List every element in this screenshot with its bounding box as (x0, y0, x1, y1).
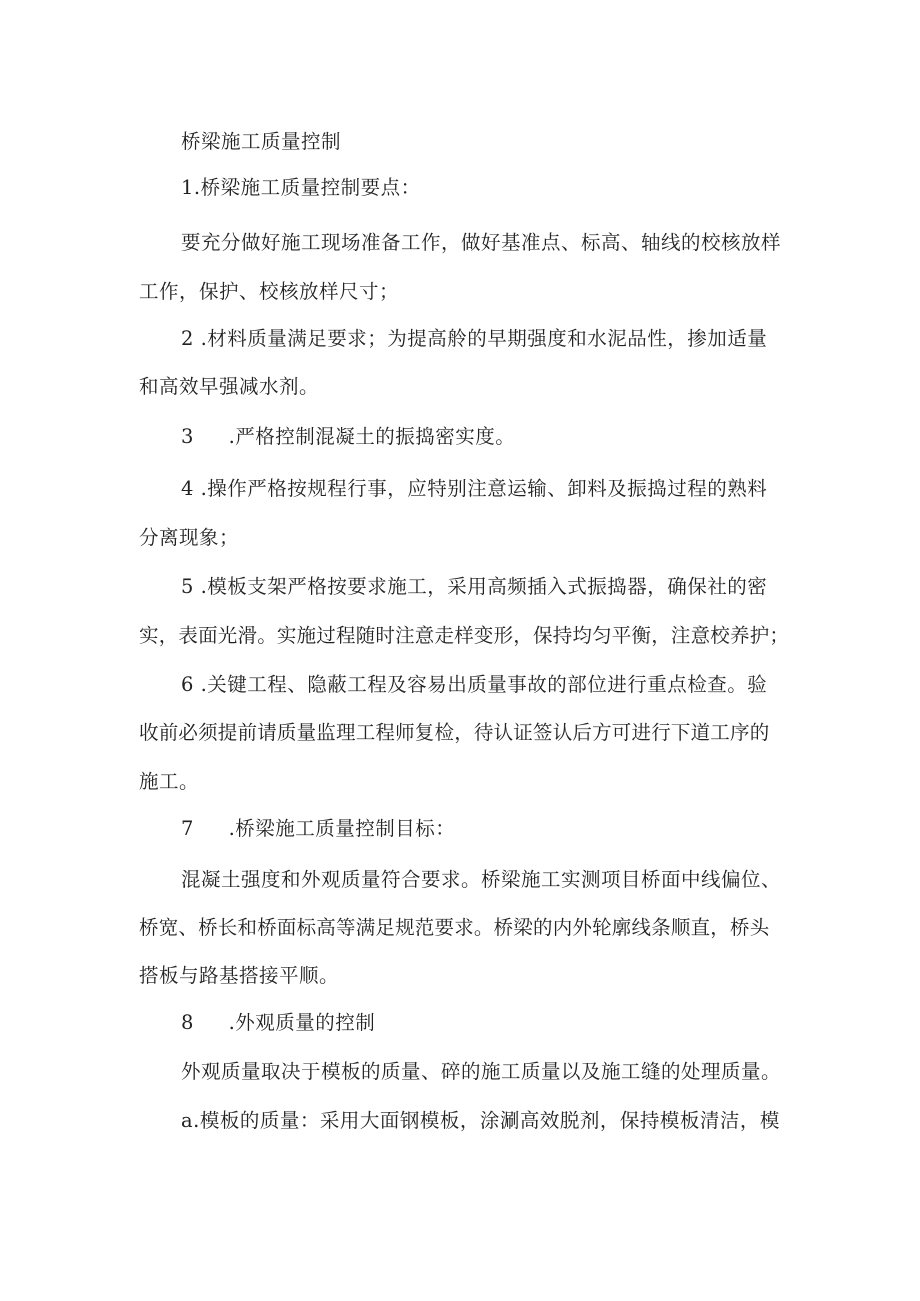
paragraph-line: 收前必须提前请质量监理工程师复检，待认证签认后方可进行下道工序的 (139, 721, 770, 744)
paragraph-line: 3 .严格控制混凝土的振捣密实度。 (181, 425, 516, 448)
paragraph-line: 要充分做好施工现场准备工作，做好基准点、标高、轴线的校核放样 (181, 231, 782, 254)
paragraph-line: 7 .桥梁施工质量控制目标： (181, 817, 456, 840)
paragraph-line: 施工。 (139, 770, 200, 793)
paragraph-line: 6 .关键工程、隐蔽工程及容易出质量事故的部位进行重点检查。验 (181, 673, 768, 696)
paragraph-line: 实，表面光滑。实施过程随时注意走样变形，保持均匀平衡，注意校养护； (139, 624, 790, 647)
document-title: 桥梁施工质量控制 (181, 130, 342, 153)
paragraph-line: 分离现象； (139, 526, 240, 549)
paragraph-line: 混凝土强度和外观质量符合要求。桥梁施工实测项目桥面中线偏位、 (181, 868, 782, 891)
paragraph-line: 5 .模板支架严格按要求施工，采用高频插入式振捣器，确保社的密 (181, 575, 768, 598)
paragraph-line: 1.桥梁施工质量控制要点： (181, 176, 421, 199)
paragraph-line: 桥宽、桥长和桥面标高等满足规范要求。桥梁的内外轮廓线条顺直，桥头 (139, 916, 770, 939)
paragraph-line: a.模板的质量：采用大面钢模板，涂涮高效脱剂，保持模板清洁，模 (181, 1109, 780, 1132)
paragraph-line: 外观质量取决于模板的质量、碎的施工质量以及施工缝的处理质量。 (181, 1060, 782, 1083)
paragraph-line: 4 .操作严格按规程行事，应特别注意运输、卸料及振捣过程的熟料 (181, 477, 768, 500)
paragraph-line: 和高效早强减水剂。 (139, 375, 320, 398)
paragraph-line: 2 .材料质量满足要求；为提高舲的早期强度和水泥品性，掺加适量 (181, 327, 768, 350)
paragraph-line: 搭板与路基搭接平顺。 (139, 964, 340, 987)
paragraph-line: 工作，保护、校核放样尺寸； (139, 280, 400, 303)
paragraph-line: 8 .外观质量的控制 (181, 1011, 376, 1034)
